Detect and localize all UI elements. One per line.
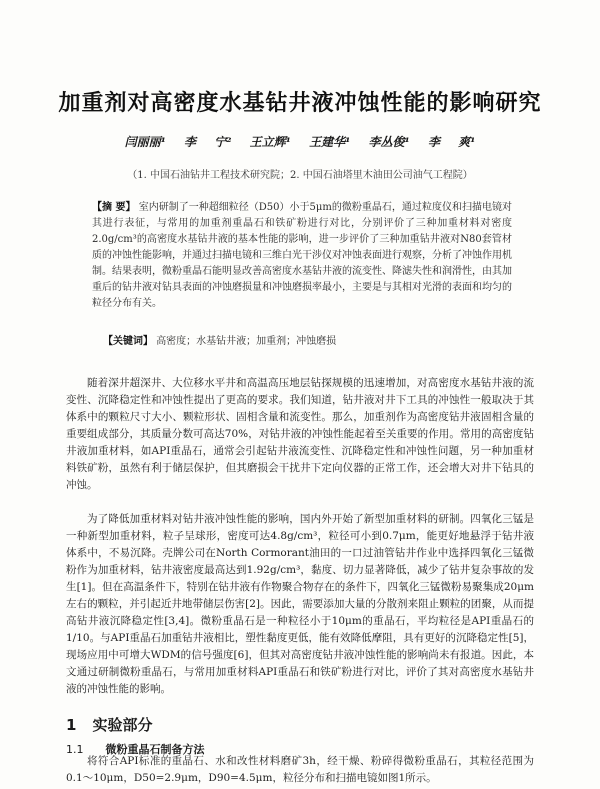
author-list: 闫丽丽¹ 李 宁² 王立辉¹ 王建华¹ 李丛俊¹ 李 爽¹ [124, 135, 476, 149]
subsection-number: 1.1 [66, 743, 84, 756]
subsection-title: 微粉重晶石制备方法 [105, 743, 205, 756]
intro-paragraph-1: 随着深井超深井、大位移水平井和高温高压地层钻探规模的迅速增加，对高密度水基钻井液的流变性、沉降稳定性和冲蚀性提出了更高的要求。我们知道，钻井液对井下工具的冲蚀性一般取决于其体系中的颗粒尺寸大小、颗粒形状、固相含量和流变性。那么，加重剂作为高密度钻井液固相含量的重要组成部分，其质量分数可高达70%，对钻井液的冲蚀性能起着至关重要的作用。常用的高密度钻井液加重材料，如API重晶石，通常会引起钻井液流变性、沉降稳定性和冲蚀性问题，另一种加重材料铁矿粉，虽然有利于储层保护，但其磨损会干扰井下定向仪器的正常工作，还会增大对井下钻具的冲蚀。 [66, 377, 534, 491]
abstract-text: 室内研制了一种超细粒径（D50）小于5μm的微粉重晶石，通过粒度仪和扫描电镜对其进行表征，与常用的加重剂重晶石和铁矿粉进行对比，分别评价了三种加重材料对密度2.0g/cm³的高密度水基钻井液的基本性能的影响，进一步评价了三种加重钻井液对N80套管材质的冲蚀性能影响，并通过扫描电镜和三维白光干涉仪对冲蚀表面进行观察，分析了冲蚀作用机制。结果表明，微粉重晶石能明显改善高密度水基钻井液的流变性、降滤失性和润滑性，由其加重后的钻井液对钻具表面的冲蚀磨损量和冲蚀磨损率最小，主要是与其相对光滑的表面和均匀的粒径分布有关。 [92, 202, 512, 309]
affiliation: （1. 中国石油钻井工程技术研究院；2. 中国石油塔里木油田公司油气工程院） [127, 170, 473, 181]
section-heading [66, 714, 152, 735]
page-title: 加重剂对高密度水基钻井液冲蚀性能的影响研究 [58, 91, 542, 116]
abstract-label: 【摘 要】 [92, 202, 136, 213]
method-paragraph: 将符合API标准的重晶石、水和改性材料磨矿3h，经干燥、粉碎得微粉重晶石，其粒径范围为0.1～10μm，D50=2.9μm，D90=4.5μm，粒径分布和扫描电镜如图1所示。 [66, 755, 534, 784]
keywords-text: 高密度；水基钻井液；加重剂；冲蚀磨损 [156, 336, 337, 347]
section-title: 实验部分 [92, 716, 153, 734]
abstract [92, 200, 512, 312]
section-number: 1 [66, 716, 77, 734]
keywords-label: 【关键词】 [103, 336, 153, 347]
intro-paragraph-2: 为了降低加重材料对钻井液冲蚀性能的影响，国内外开始了新型加重材料的研制。四氧化三锰是一种新型加重材料，粒子呈球形，密度可达4.8g/cm³，粒径可小到0.7μm，能更好地悬浮于钻井液体系中，不易沉降。壳牌公司在North Cormorant油田的一口过油管钻井作业中选择四氧化三锰微粉作为加重材料，钻井液密度最高达到1.92g/cm³，黏度、切力显著降低，减少了钻井复杂事故的发生[1]。但在高温条件下，特别在钻井液有作物聚合物存在的条件下，四氧化三锰微粉易聚集成20μm左右的颗粒，并引起近井地带储层伤害[2]。因此，需要添加大量的分散剂来阻止颗粒的团聚，从而提高钻井液沉降稳定性[3,4]。微粉重晶石是一种粒径小于10μm的重晶石，平均粒径是API重晶石的1/10。与API重晶石加重钻井液相比，塑性黏度更低，能有效降低摩阻，具有更好的沉降稳定性[5]，现场应用中可增大WDM的信号强度[6]，但其对高密度钻井液冲蚀性能的影响尚未有报道。因此，本文通过研制微粉重晶石，与常用加重材料API重晶石和铁矿粉进行对比，评价了其对高密度水基钻井液的冲蚀性能的影响。 [66, 513, 534, 695]
keywords [103, 332, 513, 347]
